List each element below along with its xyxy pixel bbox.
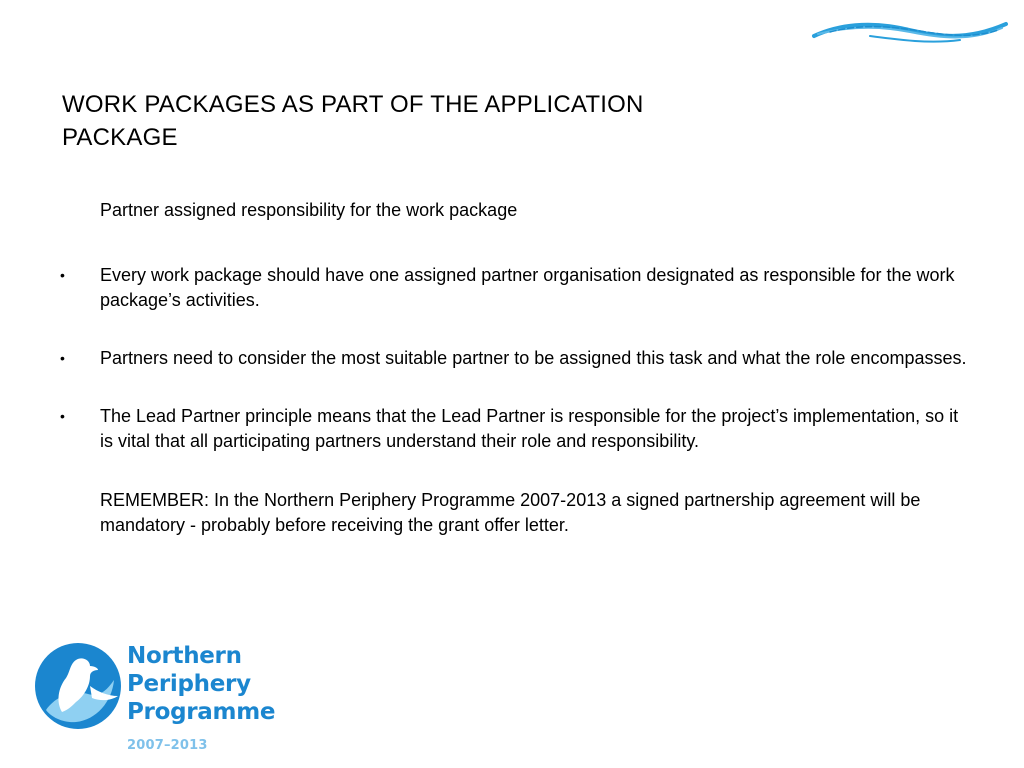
programme-logo [32,640,292,760]
bullet-item: • Partners need to consider the most suitable partner to be assigned this task and what the role encompasses. [56,346,976,371]
slide-title-line2: PACKAGE [62,124,178,151]
logo-years: 2007–2013 [127,738,208,753]
logo-line: Periphery [127,671,251,697]
logo-line: Northern [127,643,242,669]
slide-title-line1: WORK PACKAGES AS PART OF THE APPLICATION [62,91,644,118]
remember-note: REMEMBER: In the Northern Periphery Programme 2007-2013 a signed partnership agreement will be mandatory - probably before receiving the grant offer letter. [100,490,921,535]
dove-globe-icon [32,640,124,732]
slide-title [62,88,822,154]
logo-line: Programme [127,699,276,725]
slide-body [56,198,976,538]
logo-wordmark [127,642,275,726]
bullet-item: • Every work package should have one assigned partner organisation designated as responsible for the work package’s activities. [56,263,976,313]
bullet-item: • The Lead Partner principle means that the Lead Partner is responsible for the project’s implementation, so it is vital that all participating partners understand their role and responsibility. [56,404,976,454]
intro-text: Partner assigned responsibility for the work package [100,200,518,220]
wave-icon [810,14,1010,54]
